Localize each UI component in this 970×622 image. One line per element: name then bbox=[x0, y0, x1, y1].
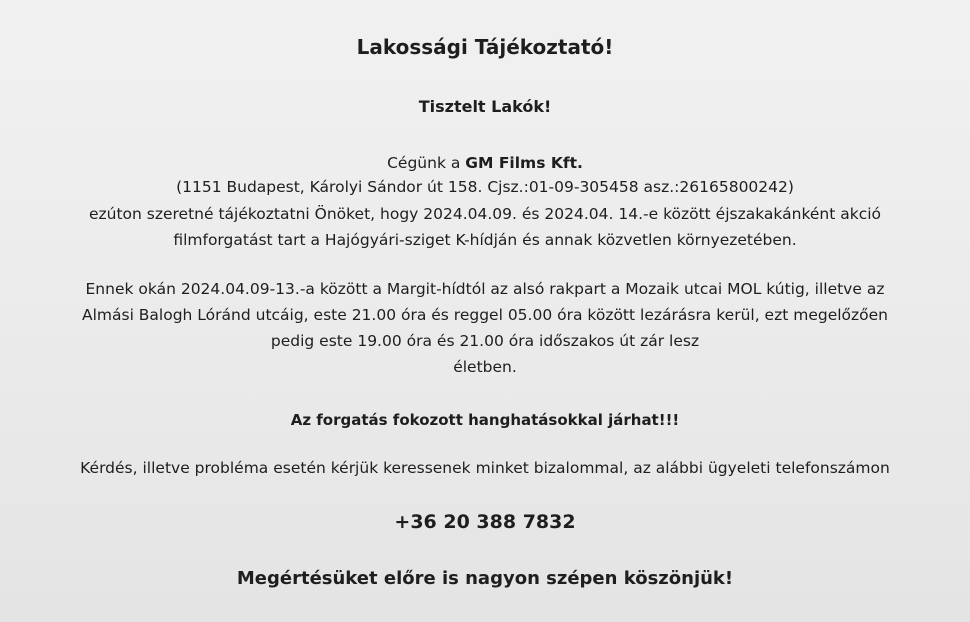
paragraph-1-line-2: filmforgatást tart a Hajógyári-sziget K-hídján és annak közvetlen környezetében. bbox=[173, 231, 797, 249]
paragraph-1-line-1: ezúton szeretné tájékoztatni Önöket, hogy 2024.04.09. és 2024.04. 14.-e között éjszakakánként akció bbox=[88, 205, 882, 223]
company-prefix: Cégünk a bbox=[387, 154, 466, 172]
company-line bbox=[0, 153, 970, 173]
phone-number: +36 20 388 7832 bbox=[394, 511, 576, 533]
notice-title: Lakossági Tájékoztató! bbox=[356, 35, 614, 59]
greeting: Tisztelt Lakók! bbox=[418, 97, 552, 116]
noise-warning: Az forgatás fokozott hanghatásokkal járhat!!! bbox=[290, 411, 680, 429]
company-name: GM Films Kft. bbox=[465, 154, 583, 172]
paragraph-2-line-2: Almási Balogh Lóránd utcáig, este 21.00 óra és reggel 05.00 óra között lezárásra kerül, ezt megelőzően bbox=[81, 306, 889, 324]
company-details: (1151 Budapest, Károlyi Sándor út 158. Cjsz.:01-09-305458 asz.:26165800242) bbox=[176, 178, 794, 196]
thanks-text: Megértésüket előre is nagyon szépen köszönjük! bbox=[236, 568, 734, 589]
contact-text: Kérdés, illetve probléma esetén kérjük keressenek minket bizalommal, az alábbi ügyeleti telefonszámon bbox=[80, 459, 890, 477]
paragraph-2-line-3: pedig este 19.00 óra és 21.00 óra időszakos út zár lesz bbox=[270, 332, 700, 350]
paragraph-2-line-4: életben. bbox=[453, 358, 517, 376]
paragraph-2-line-1: Ennek okán 2024.04.09-13.-a között a Margit-hídtól az alsó rakpart a Mozaik utcai MOL kútig, illetve az bbox=[85, 280, 885, 298]
